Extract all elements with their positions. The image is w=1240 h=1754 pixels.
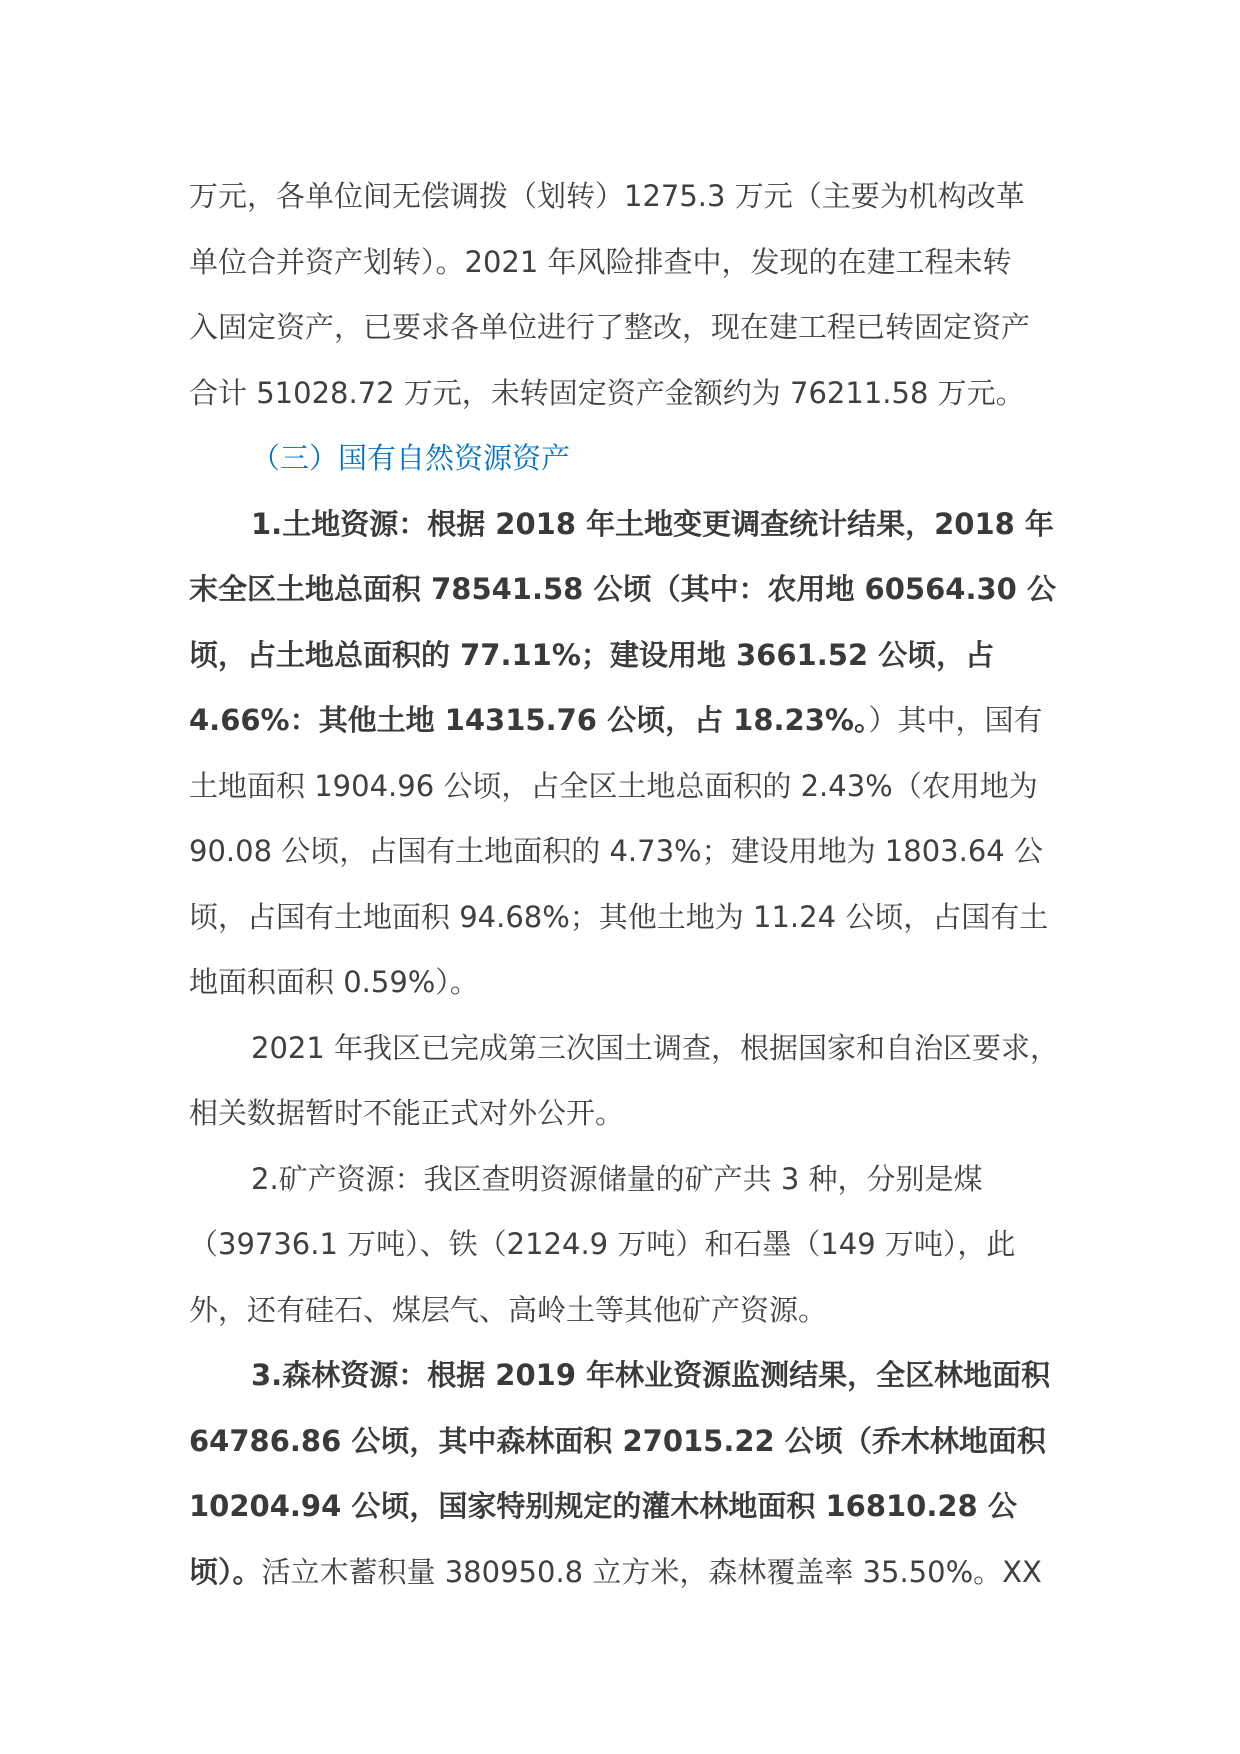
text-segment: 2.矿产资源：我区查明资源储量的矿产共 3 种，分别是煤: [251, 1161, 983, 1196]
text-segment: （39736.1 万吨）、铁（2124.9 万吨）和石墨（149 万吨），此: [189, 1227, 1016, 1261]
text-segment-bold: 顷，占土地总面积的 77.11%；建设用地 3661.52 公顷，占: [189, 637, 995, 672]
text-segment: 地面积面积 0.59%）。: [189, 965, 479, 999]
paragraph-forest-resources: [189, 1343, 1189, 1605]
text-segment-bold: 4.66%：其他土地 14315.76 公顷，占 18.23%。: [189, 703, 869, 737]
text-segment-bold: 末全区土地总面积 78541.58 公顷（其中：农用地 60564.30 公: [189, 572, 1056, 606]
text-line: [189, 295, 1189, 361]
text-segment-bold: 顷）。: [189, 1554, 262, 1589]
paragraph-fixed-assets: [189, 164, 1189, 426]
text-line: [189, 1540, 1189, 1606]
text-segment-bold: 64786.86 公顷，其中森林面积 27015.22 公顷（乔木林地面积: [189, 1423, 1046, 1458]
text-line: [189, 1147, 1189, 1213]
text-line: [189, 1409, 1189, 1475]
text-line: [189, 492, 1189, 558]
text-line: [189, 1081, 1189, 1147]
text-line: [189, 557, 1189, 623]
section-heading: （三）国有自然资源资产: [251, 441, 571, 475]
text-segment: 90.08 公顷，占国有土地面积的 4.73%；建设用地为 1803.64 公: [189, 834, 1043, 868]
text-line: [189, 1212, 1189, 1278]
paragraph-mineral-resources: [189, 1147, 1189, 1344]
text-segment: 2021 年我区已完成第三次国土调查，根据国家和自治区要求，: [251, 1030, 1060, 1065]
text-line: [189, 819, 1189, 885]
text-segment-bold: 3.森林资源：根据 2019 年林业资源监测结果，全区林地面积: [251, 1358, 1051, 1392]
text-line: [189, 361, 1189, 427]
document-body: [189, 164, 1189, 1605]
text-line: [189, 164, 1189, 230]
text-line: [189, 1278, 1189, 1344]
text-segment: 顷，占国有土地面积 94.68%；其他土地为 11.24 公顷，占国有土: [189, 899, 1049, 934]
text-segment-bold: 10204.94 公顷，国家特别规定的灌木林地面积 16810.28 公: [189, 1489, 1017, 1523]
text-segment: 合计 51028.72 万元，未转固定资产金额约为 76211.58 万元。: [189, 375, 1025, 410]
text-segment: 土地面积 1904.96 公顷，占全区土地总面积的 2.43%（农用地为: [189, 768, 1038, 803]
text-segment: 外，还有硅石、煤层气、高岭土等其他矿产资源。: [189, 1292, 828, 1327]
text-line: [189, 1343, 1189, 1409]
text-segment: 单位合并资产划转）。2021 年风险排查中，发现的在建工程未转: [189, 244, 1012, 279]
text-line: [189, 1016, 1189, 1082]
paragraph-land-survey: [189, 1016, 1189, 1147]
text-segment: 相关数据暂时不能正式对外公开。: [189, 1096, 625, 1130]
text-line: [189, 688, 1189, 754]
text-line: [189, 754, 1189, 820]
text-segment: ）其中，国有: [868, 703, 1043, 737]
text-segment: 万元，各单位间无偿调拨（划转）1275.3 万元（主要为机构改革: [189, 179, 1025, 213]
text-segment: 活立木蓄积量 380950.8 立方米，森林覆盖率 35.50%。XX: [261, 1554, 1042, 1589]
text-segment-bold: 1.土地资源：根据 2018 年土地变更调查统计结果，2018 年: [251, 506, 1054, 541]
text-line: [189, 950, 1189, 1016]
text-line: [189, 1474, 1189, 1540]
paragraph-land-resources: [189, 492, 1189, 1016]
text-segment: 入固定资产，已要求各单位进行了整改，现在建工程已转固定资产: [189, 310, 1031, 344]
text-line: [189, 623, 1189, 689]
text-line: [189, 885, 1189, 951]
text-line: [189, 230, 1189, 296]
